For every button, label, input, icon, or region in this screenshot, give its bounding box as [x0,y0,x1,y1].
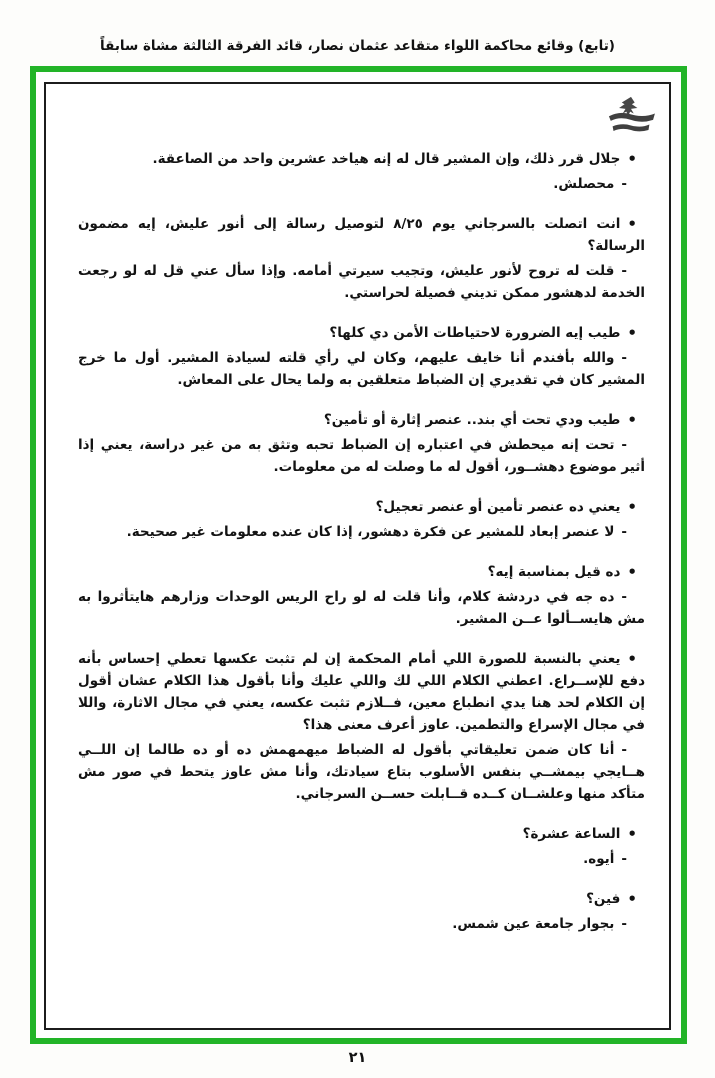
question-text: الساعة عشرة؟ [522,826,621,842]
answer-text: والله بأفندم أنا خايف عليهم، وكان لي رأي قلته لسيادة المشير. أول ما خرج المشير كان في تقديري إن الضباط متعلقين به ولما يحال على المعاش. [78,350,645,388]
bullet-icon: • [627,150,637,168]
page-number: ٢١ [348,1050,367,1066]
question-item [78,147,645,170]
dash-icon: - [621,742,627,758]
answer-text: أنا كان ضمن تعليقاتي بأقول له الضباط ميهمهمش ده أو ده طالما إن اللــي هــايجي بيمشــي بنفس الأسلوب بتاع سيادتك، وأنا مش عاوز يتحط في صور مش متأكد منها وعلشــان كــده قــابلت حســن السرجاني. [78,742,645,802]
dash-icon: - [621,350,627,366]
question-item [78,887,645,910]
answer-item [78,739,645,805]
green-border-frame [30,66,687,1044]
question-text: طيب ودي تحت أي بند.. عنصر إثارة أو تأمين؟ [323,412,621,428]
question-item [78,212,645,257]
question-text: انت اتصلت بالسرجاني يوم ٨/٢٥ لتوصيل رسالة إلى أنور عليش، إيه مضمون الرسالة؟ [78,216,645,254]
answer-text: محصلش. [553,176,615,192]
question-text: يعني بالنسبة للصورة اللي أمام المحكمة إن لم تثبت عكسها تعطي إحساس بأنه دفع للإســراع. اعطني الكلام اللي لك واللي عليك وأنا بأقول هذا الكلام عشان أقول إن الكلام لحد هنا يدي انطباع معين، فــلازم تثبت عكسه، يعني في مجال الاثارة، واللا في مجال الإسراع والتطمين. عاوز أعرف معنى هذا؟ [78,651,645,733]
dash-icon: - [621,437,627,453]
answer-item [78,913,645,935]
answer-text: تحت إنه ميحطش في اعتباره إن الضباط تحبه وتثق به من غير دراسة، يعني إذا أثير موضوع دهشــور، أقول له ما وصلت له من معلومات. [78,437,645,475]
question-item [78,495,645,518]
qa-list [78,130,645,935]
answer-item [78,173,645,195]
answer-item [78,434,645,478]
question-item [78,321,645,344]
bullet-icon: • [627,498,637,516]
bullet-icon: • [627,825,637,843]
bullet-icon: • [627,324,637,342]
inner-black-frame [44,82,671,1030]
page-header: (تابع) وقائع محاكمة اللواء متقاعد عثمان نصار، قائد الفرقة الثالثة مشاة سابقاً [100,38,615,54]
answer-item [78,586,645,630]
answer-item [78,260,645,304]
dash-icon: - [621,176,627,192]
answer-item [78,521,645,543]
dash-icon: - [621,524,627,540]
question-item [78,560,645,583]
bullet-icon: • [627,215,637,233]
question-text: فين؟ [586,891,621,907]
dash-icon: - [621,916,627,932]
dash-icon: - [621,263,627,279]
dash-icon: - [621,851,627,867]
answer-text: ده جه في دردشة كلام، وأنا قلت له لو راح الريس الوحدات وزارهم هايتأثروا به مش هايســألوا عــن المشير. [78,589,645,627]
answer-item [78,848,645,870]
answer-text: أيوه. [583,851,615,867]
question-item [78,822,645,845]
answer-text: قلت له تروح لأنور عليش، وتجيب سيرتي أمامه. وإذا سأل عني قل له لو رجعت الخدمة لدهشور ممكن تديني فصيلة لحراستي. [78,263,645,301]
bullet-icon: • [627,563,637,581]
answer-text: لا عنصر إبعاد للمشير عن فكرة دهشور، إذا كان عنده معلومات غير صحيحة. [126,524,615,540]
question-text: ده قيل بمناسبة إيه؟ [487,564,621,580]
dash-icon: - [621,589,627,605]
question-text: جلال قرر ذلك، وإن المشير قال له إنه هياخد عشرين واحد من الصاعقة. [152,151,621,167]
answer-text: بجوار جامعة عين شمس. [452,916,615,932]
bullet-icon: • [627,890,637,908]
answer-item [78,347,645,391]
question-text: يعني ده عنصر تأمين أو عنصر تعجيل؟ [375,499,621,515]
question-text: طيب إيه الضرورة لاحتياطات الأمن دي كلها؟ [329,325,621,341]
question-item [78,647,645,736]
bullet-icon: • [627,650,637,668]
question-item [78,408,645,431]
bullet-icon: • [627,411,637,429]
